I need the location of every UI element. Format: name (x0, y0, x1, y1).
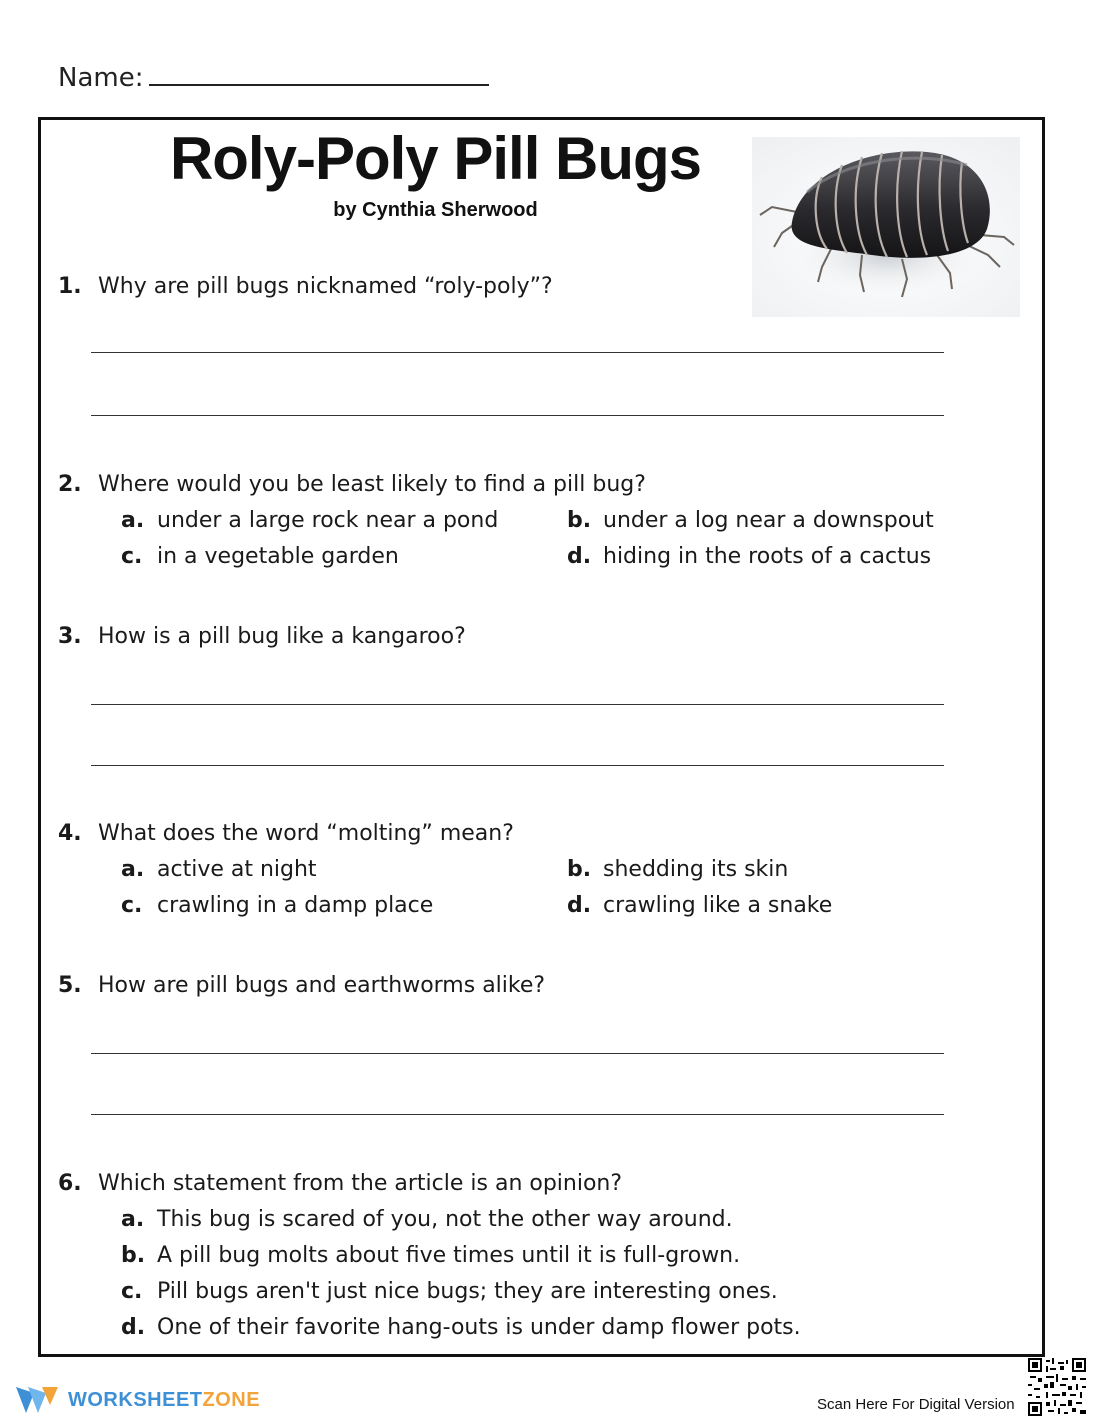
option-letter: a. (121, 508, 145, 533)
question-number: 5. (58, 973, 82, 998)
question-number: 6. (58, 1171, 82, 1196)
option-text: shedding its skin (603, 857, 789, 882)
question-3 (58, 624, 466, 649)
option-letter: d. (121, 1315, 146, 1340)
logo-text-part1: WORKSHEET (68, 1388, 203, 1411)
option-letter: d. (567, 893, 592, 918)
question-2 (58, 472, 646, 497)
name-label: Name: (58, 63, 144, 93)
question-5 (58, 973, 545, 998)
option-letter: c. (121, 544, 143, 569)
option-4a[interactable] (121, 857, 317, 882)
question-text: How are pill bugs and earthworms alike? (98, 973, 546, 998)
question-text: Where would you be least likely to find a pill bug? (98, 472, 646, 497)
option-6b[interactable] (121, 1243, 740, 1268)
option-text: crawling in a damp place (157, 893, 434, 918)
option-2d[interactable] (567, 544, 931, 569)
option-text: hiding in the roots of a cactus (603, 544, 932, 569)
option-text: under a log near a downspout (603, 508, 934, 533)
option-letter: a. (121, 857, 145, 882)
byline: by Cynthia Sherwood (333, 199, 538, 221)
option-text: Pill bugs aren't just nice bugs; they are interesting ones. (157, 1279, 778, 1304)
question-4 (58, 821, 514, 846)
question-number: 2. (58, 472, 82, 497)
question-text: Which statement from the article is an opinion? (98, 1171, 623, 1196)
option-letter: c. (121, 893, 143, 918)
option-2b[interactable] (567, 508, 934, 533)
answer-line[interactable] (91, 1114, 944, 1115)
option-4d[interactable] (567, 893, 832, 918)
question-text: How is a pill bug like a kangaroo? (98, 624, 466, 649)
worksheet-title: Roly-Poly Pill Bugs (169, 125, 702, 192)
option-letter: b. (567, 508, 592, 533)
option-text: This bug is scared of you, not the other way around. (157, 1207, 733, 1232)
logo-text (68, 1389, 260, 1412)
option-letter: b. (121, 1243, 146, 1268)
qr-code-icon[interactable] (1028, 1358, 1086, 1416)
answer-line[interactable] (91, 352, 944, 353)
option-2c[interactable] (121, 544, 399, 569)
option-text: under a large rock near a pond (157, 508, 499, 533)
option-text: active at night (157, 857, 317, 882)
worksheetzone-logo[interactable] (14, 1382, 260, 1418)
answer-line[interactable] (91, 1053, 944, 1054)
question-number: 3. (58, 624, 82, 649)
option-text: A pill bug molts about five times until it is full-grown. (157, 1243, 741, 1268)
option-letter: c. (121, 1279, 143, 1304)
question-text: Why are pill bugs nicknamed “roly-poly”? (98, 274, 553, 299)
option-letter: a. (121, 1207, 145, 1232)
option-letter: d. (567, 544, 592, 569)
option-6a[interactable] (121, 1207, 733, 1232)
option-text: crawling like a snake (603, 893, 833, 918)
name-blank-line[interactable] (149, 62, 489, 86)
question-text: What does the word “molting” mean? (98, 821, 514, 846)
option-6d[interactable] (121, 1315, 801, 1340)
option-letter: b. (567, 857, 592, 882)
answer-line[interactable] (91, 704, 944, 705)
question-number: 1. (58, 274, 82, 299)
question-number: 4. (58, 821, 82, 846)
option-text: One of their favorite hang-outs is under damp flower pots. (157, 1315, 801, 1340)
pill-bug-photo (752, 137, 1020, 317)
option-6c[interactable] (121, 1279, 778, 1304)
worksheetzone-logo-icon (14, 1383, 60, 1417)
question-1 (58, 274, 553, 299)
name-field[interactable] (58, 62, 489, 93)
option-text: in a vegetable garden (157, 544, 399, 569)
option-2a[interactable] (121, 508, 498, 533)
question-6 (58, 1171, 622, 1196)
option-4b[interactable] (567, 857, 788, 882)
answer-line[interactable] (91, 765, 944, 766)
scan-text: Scan Here For Digital Version (817, 1396, 1015, 1413)
option-4c[interactable] (121, 893, 433, 918)
answer-line[interactable] (91, 415, 944, 416)
logo-text-part2: ZONE (202, 1388, 261, 1411)
